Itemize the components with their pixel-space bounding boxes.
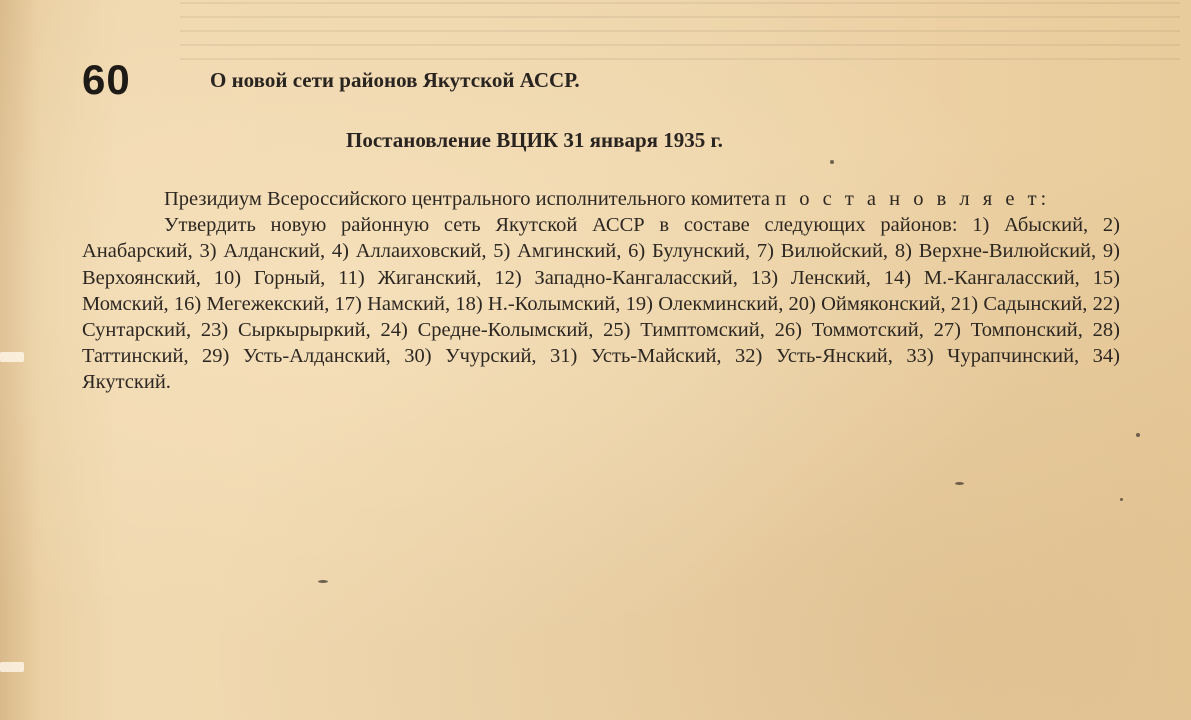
- document-body: [82, 186, 1120, 396]
- paper-speck: [955, 482, 964, 485]
- paper-speck: [1136, 433, 1140, 437]
- resolution-subtitle: Постановление ВЦИК 31 января 1935 г.: [346, 128, 723, 152]
- paragraph-intro: [82, 186, 1120, 212]
- paper-speck: [318, 580, 328, 583]
- paragraph-districts: Утвердить новую районную сеть Якутской АССР в составе следующих районов: 1) Абыский, 2) Анабарский, 3) Алданский, 4) Аллаиховский, 5) Амгинский, 6) Булунский, 7) Вилюйский, 8) Верхне-Вилюйский, 9) Верхоянский, 10) Горный, 11) Жиганский, 12) Западно-Кангаласский, 13) Ленский, 14) М.-Кангаласский, 15) Момский, 16) Мегежекский, 17) Намский, 18) Н.-Колымский, 19) Олекминский, 20) Оймяконский, 21) Садынский, 22) Сунтарский, 23) Сыркырыркий, 24) Средне-Колымский, 25) Тимптомский, 26) Томмотский, 27) Томпонский, 28) Таттинский, 29) Усть-Алданский, 30) Учурский, 31) Усть-Майский, 32) Усть-Янский, 33) Чурапчинский, 34) Якутский.: [82, 214, 1120, 394]
- intro-text: Президиум Всероссийского центрального исполнительного комитета: [164, 188, 771, 210]
- page-number: 60: [82, 56, 131, 103]
- paper-speck: [1120, 498, 1123, 501]
- paper-speck: [830, 160, 834, 164]
- paper-edge-mark: [0, 662, 24, 672]
- intro-spaced-verb: п о с т а н о в л я е т:: [775, 188, 1051, 210]
- show-through-texture: [180, 0, 1180, 60]
- paper-edge-mark: [0, 352, 24, 362]
- running-header-title: О новой сети районов Якутской АССР.: [210, 68, 580, 92]
